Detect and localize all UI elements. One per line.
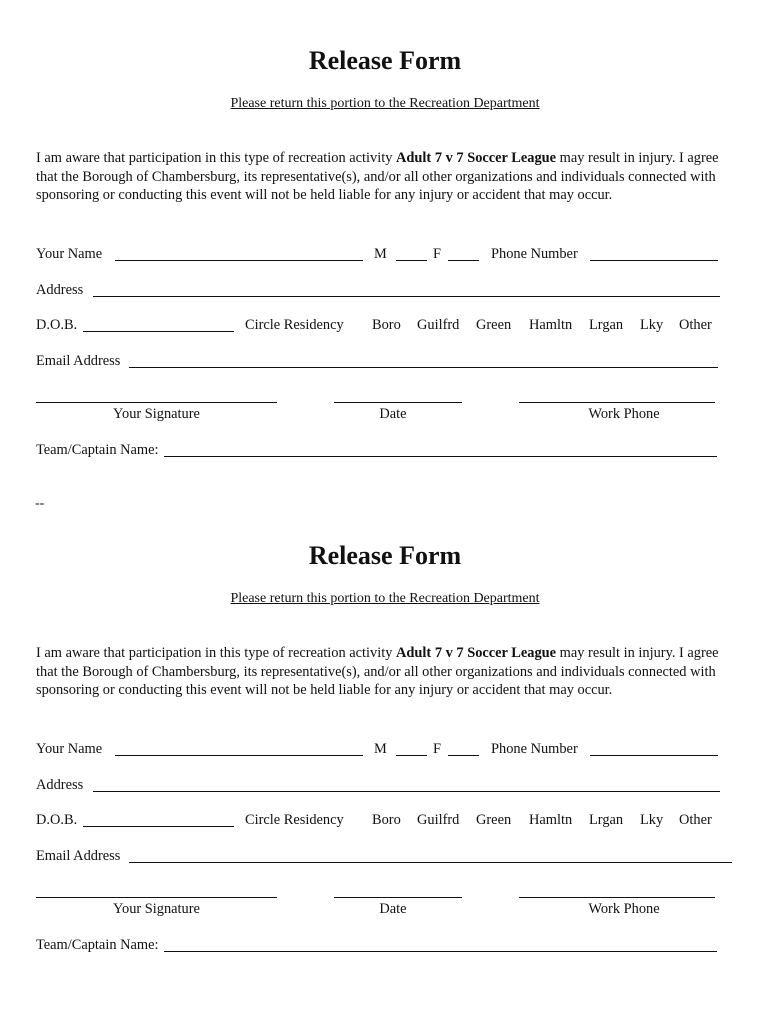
your-signature-label: Your Signature	[113, 406, 200, 422]
release-form-2	[0, 495, 770, 990]
liability-paragraph	[36, 149, 736, 205]
residency-option-other[interactable]: Other	[679, 812, 712, 828]
address-field[interactable]	[93, 791, 720, 792]
release-form-1	[0, 0, 770, 495]
signature-field[interactable]	[36, 897, 277, 898]
residency-option-guilfrd[interactable]: Guilfrd	[417, 812, 460, 828]
signature-field[interactable]	[36, 402, 277, 403]
email-address-field[interactable]	[129, 862, 732, 863]
form-subtitle: Please return this portion to the Recreation Department	[230, 96, 540, 111]
female-field[interactable]	[448, 260, 479, 261]
paragraph-text-start: I am aware that participation in this type of recreation activity	[36, 150, 397, 166]
paragraph-text-end: may result in injury. I agree that the Borough of Chambersburg, its representative(s), and/or all other organizations and individuals connected with sponsoring or conducting this event will not be held liable for any injury or accident that may occur.	[36, 645, 719, 698]
residency-option-boro[interactable]: Boro	[372, 317, 401, 333]
female-label: F	[433, 741, 442, 757]
date-label: Date	[379, 901, 407, 917]
residency-option-guilfrd[interactable]: Guilfrd	[417, 317, 460, 333]
work-phone-label: Work Phone	[588, 901, 660, 917]
phone-number-field[interactable]	[590, 260, 718, 261]
female-label: F	[433, 246, 442, 262]
activity-name: Adult 7 v 7 Soccer League	[396, 150, 557, 166]
circle-residency-label: Circle Residency	[245, 317, 344, 333]
residency-option-lrgan[interactable]: Lrgan	[589, 812, 624, 828]
paragraph-text-end: may result in injury. I agree that the Borough of Chambersburg, its representative(s), and/or all other organizations and individuals connected with sponsoring or conducting this event will not be held liable for any injury or accident that may occur.	[36, 150, 719, 203]
team-captain-label: Team/Captain Name:	[36, 937, 159, 953]
female-field[interactable]	[448, 755, 479, 756]
address-label: Address	[36, 282, 84, 298]
male-label: M	[374, 246, 387, 262]
address-field[interactable]	[93, 296, 720, 297]
male-label: M	[374, 741, 387, 757]
male-field[interactable]	[396, 260, 427, 261]
your-signature-label: Your Signature	[113, 901, 200, 917]
residency-option-lky[interactable]: Lky	[640, 812, 664, 828]
residency-option-green[interactable]: Green	[476, 812, 512, 828]
address-label: Address	[36, 777, 84, 793]
residency-option-lky[interactable]: Lky	[640, 317, 664, 333]
email-address-label: Email Address	[36, 353, 121, 369]
male-field[interactable]	[396, 755, 427, 756]
your-name-label: Your Name	[36, 246, 103, 262]
email-address-field[interactable]	[129, 367, 718, 368]
form-subtitle: Please return this portion to the Recreation Department	[230, 591, 540, 606]
residency-option-lrgan[interactable]: Lrgan	[589, 317, 624, 333]
date-field[interactable]	[334, 402, 462, 403]
your-name-field[interactable]	[115, 755, 363, 756]
your-name-field[interactable]	[115, 260, 363, 261]
dob-field[interactable]	[83, 331, 234, 332]
dob-field[interactable]	[83, 826, 234, 827]
phone-number-label: Phone Number	[491, 741, 578, 757]
page-separator: --	[35, 496, 45, 511]
form-title: Release Form	[308, 541, 462, 570]
liability-paragraph	[36, 644, 736, 700]
residency-option-other[interactable]: Other	[679, 317, 712, 333]
email-address-label: Email Address	[36, 848, 121, 864]
phone-number-label: Phone Number	[491, 246, 578, 262]
paragraph-text-start: I am aware that participation in this type of recreation activity	[36, 645, 397, 661]
date-field[interactable]	[334, 897, 462, 898]
date-label: Date	[379, 406, 407, 422]
activity-name: Adult 7 v 7 Soccer League	[396, 645, 557, 661]
work-phone-field[interactable]	[519, 897, 715, 898]
dob-label: D.O.B.	[36, 812, 78, 828]
residency-option-hamltn[interactable]: Hamltn	[529, 812, 573, 828]
your-name-label: Your Name	[36, 741, 103, 757]
circle-residency-label: Circle Residency	[245, 812, 344, 828]
team-captain-field[interactable]	[164, 951, 717, 952]
work-phone-field[interactable]	[519, 402, 715, 403]
residency-option-boro[interactable]: Boro	[372, 812, 401, 828]
work-phone-label: Work Phone	[588, 406, 660, 422]
residency-option-green[interactable]: Green	[476, 317, 512, 333]
form-title: Release Form	[308, 46, 462, 75]
phone-number-field[interactable]	[590, 755, 718, 756]
team-captain-label: Team/Captain Name:	[36, 442, 159, 458]
team-captain-field[interactable]	[164, 456, 717, 457]
dob-label: D.O.B.	[36, 317, 78, 333]
residency-option-hamltn[interactable]: Hamltn	[529, 317, 573, 333]
